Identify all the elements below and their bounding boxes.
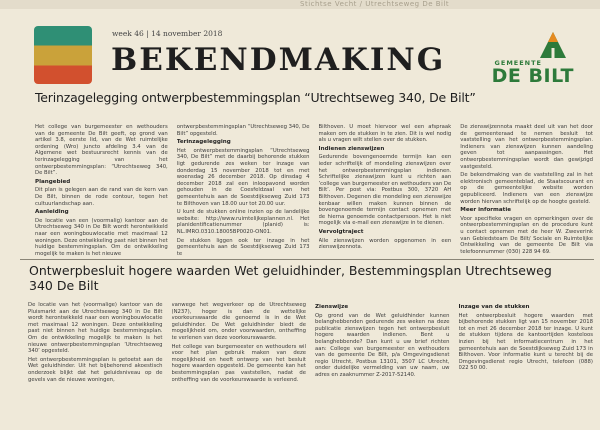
paragraph: Bilthoven. U moet hiervoor wel een afspraak maken om de stukken in te zien. Dit is wel nodig als u vragen wilt stellen over de stukken. (318, 124, 452, 144)
logo-debilt-text: DE BILT (491, 65, 574, 87)
paragraph: De bekendmaking van de vaststelling zal in het elektronisch gemeenteblad, de Staatscourant en op de gemeentelijke website worden gepubliceerd. Indieners van een zienswijze worden hiervan schriftelijk op de hoogte gesteld. (460, 172, 593, 205)
page-title: BEKENDMAKING (111, 42, 446, 78)
section1-heading: Terinzagelegging ontwerpbestemmingsplan “Utrechtseweg 340, De Bilt” (35, 90, 476, 105)
section1-column (319, 124, 452, 256)
section1-column (35, 124, 168, 256)
section2-column (172, 302, 307, 430)
notice-header (14, 8, 590, 90)
issue-week: week 46 (112, 29, 144, 38)
gemeente-logo (480, 30, 576, 86)
municipality-emblem-icon (34, 26, 92, 84)
subheading: Meer informatie (460, 207, 512, 214)
paragraph: Het college van burgemeester en wethouders van de gemeente De Bilt geeft, op grond van artikel 3.8, eerste lid, van de Wet ruimtelijke ordening (Wro) juncto afdeling 3.4 van de Algemene wet bestuursrecht kennis van de terinzagelegging van het ontwerpbestemmingsplan: “Utrechtseweg 340, De Bilt”. (35, 124, 168, 177)
section2-column (315, 302, 450, 430)
section1-body (35, 124, 593, 256)
paragraph: Voor specifieke vragen en opmerkingen over de ontwerpbestemmingsplan en de procedure kunt u contact opnemen met de heer W. Zweverink van Gebiedsteam De Bilt/ Sociale en Ruimtelijke Ontwikkeling van de gemeente De Bilt via telefoonnummer (030) 228 94 69. (460, 215, 593, 255)
paragraph: Alle zienswijzen worden opgenomen in een zienswijzennota. (318, 237, 452, 251)
issue-date-sep: | (146, 29, 152, 38)
section2-column (459, 302, 594, 430)
section2-heading: Ontwerpbesluit hogere waarden Wet geluidhinder, Bestemmingsplan Utrechtseweg 340 De Bilt (29, 263, 552, 293)
paragraph: De stukken liggen ook ter inzage in het gemeentehuis aan de Soestdijkseweg Zuid 173 te (176, 237, 310, 256)
subheading: Aanleiding (35, 209, 69, 216)
section2-body (28, 302, 593, 430)
paragraph: Het college van burgemeester en wethouders wil voor het plan gebruik maken van deze mogelijkheid en heeft ontwerp van het besluit hogere waarden opgesteld. De gemeente kan het bestemmingsplan pas vaststellen, nadat de ontheffing van de voorkeurswaarde is verleend. (171, 343, 306, 383)
paragraph: De locatie van het (voormalige) kantoor van de Pluismarkt aan de Utrechtseweg 340 in De Bilt wordt herontwikkeld naar een woningbouwlocatie met maximaal 12 woningen. Deze ontwikkeling past niet binnen het huidige bestemmingsplan. Om de ontwikkeling mogelijk te maken is het nieuwe ontwerpbestemmingsplan ’Utrechtseweg 340’ opgesteld. (28, 302, 163, 355)
section2-column (28, 302, 163, 430)
subheading: Zienswijze (315, 304, 349, 310)
paragraph: vanwege het wegverkeer op de Utrechtseweg (N237), hoger is dan de wettelijke voorkeurswaarde die genoemd is in de Wet geluidhinder. De Wet geluidhinder biedt de mogelijkheid om, onder voorwaarden, ontheffing te verlenen van deze voorkeurswaarde. (171, 302, 306, 341)
paragraph: Het ontwerpbestemmingsplan is getoetst aan de Wet geluidhinder. Uit het bijbehorend akoestisch onderzoek blijkt dat het geluidsniveau op de gevels van de nieuwe woningen, (28, 356, 163, 383)
paragraph: Het ontwerpbesluit hogere waarden met bijbehorende stukken ligt van 15 november 2018 tot en met 26 december 2018 ter inzage. U kunt de stukken tijdens de kantoortijden kosteloos inzien bij het informatiecentrum in het gemeentehuis aan de Soestdijkseweg Zuid 173 in Bilthoven. Voor informatie kunt u terecht bij de Omgevingsdienst regio Utrecht, telefoon (088) 022 50 00. (458, 312, 593, 372)
section1-column (460, 124, 593, 256)
subheading: Plangebied (35, 178, 71, 185)
paragraph: De zienswijzennota maakt deel uit van het door de gemeenteraad te nemen besluit tot vaststelling van het ontwerpbestemmingsplan. Indieners van zienswijzen kunnen aandeling geven tot aanpassingen. Het ontwerpbestemmingsplan wordt dan gewijzigd vastgesteld. (460, 124, 593, 170)
paragraph: Dit plan is gelegen aan de rand van de kern van De Bilt, binnen de rode contour, tegen het cultuurlandschap aan. (35, 187, 168, 207)
paragraph: Het ontwerpbestemmingsplan “Utrechtseweg 340, De Bilt” met de daarbij behorende stukken ligt gedurende zes weken ter inzage van donderdag 15 november 2018 tot en met woensdag 26 december 2018. Op dinsdag 4 december 2018 zal een inloopavond worden gehouden in de Coesfeldzaal van het gemeentehuis aan de Soestdijkseweg Zuid 173 te Bilthoven van 18.00 uur tot 20.00 uur. (176, 147, 310, 207)
tree-logo-icon (536, 30, 570, 60)
subheading: Inzage van de stukken (458, 304, 530, 310)
issue-date-text: 14 november 2018 (151, 29, 223, 38)
subheading: Terinzagelegging (176, 139, 231, 146)
bleed-text: Stichtse Vecht / Utrechtseweg De Bilt (300, 0, 450, 8)
paragraph: Op grond van de Wet geluidhinder kunnen belanghebbenden gedurende zes weken na deze publicatie zienswijzen tegen het ontwerpbesluit hogere waarden indienen. Bent u belanghebbende? Dan kunt u uw brief richten aan: College van burgemeester en wethouders van de gemeente De Bilt, p/a Omgevingsdienst regio Utrecht, Postbus 13101, 3507 LC Utrecht, onder duidelijke vermelding van uw naam, uw adres en zaaknummer Z-2017-52140. (315, 312, 450, 378)
paragraph: De locatie van een (voormalig) kantoor aan de Utrechtseweg 340 in De Bilt wordt herontwikkeld naar een woningbouwlocatie met maximaal 12 woningen. Deze ontwikkeling past niet binnen het huidige bestemmingsplan. Om de ontwikkeling mogelijk te maken is het nieuwe (35, 217, 168, 256)
issue-date (112, 29, 222, 38)
section1-column (177, 124, 310, 256)
logo-gemeente-text: GEMEENTE (494, 59, 542, 67)
paragraph: Gedurende bovengenoemde termijn kan een ieder schriftelijk of mondeling zienswijzen over het ontwerpbestemmingsplan indienen. Schriftelijke zienswijzen kunt u richten aan ’college van burgemeester en wethouders van De Bilt’. Per post via: Postbus 300, 3720 AH Bilthoven. Degenen die mondeling een zienswijze kenbaar willen maken kunnen binnen de bovengenoemde termijn contact opnemen met de hierna genoemde contactpersoon. Het is niet mogelijk via e-mail een zienswijze in te dienen. (318, 154, 452, 227)
section-divider (20, 259, 594, 260)
paragraph: U kunt de stukken online inzien op de landelijke website: http://www.ruimtelijkeplannen.nl. Het planidentificatienummer (planid) is: NL.IMRO.0310.18005BP0020-ON01. (176, 209, 310, 235)
paragraph: ontwerpbestemmingsplan “Utrechtseweg 340, De Bilt” opgesteld. (176, 124, 310, 137)
subheading: Vervolgtraject (318, 228, 364, 235)
subheading: Indienen zienswijzen (318, 145, 385, 152)
